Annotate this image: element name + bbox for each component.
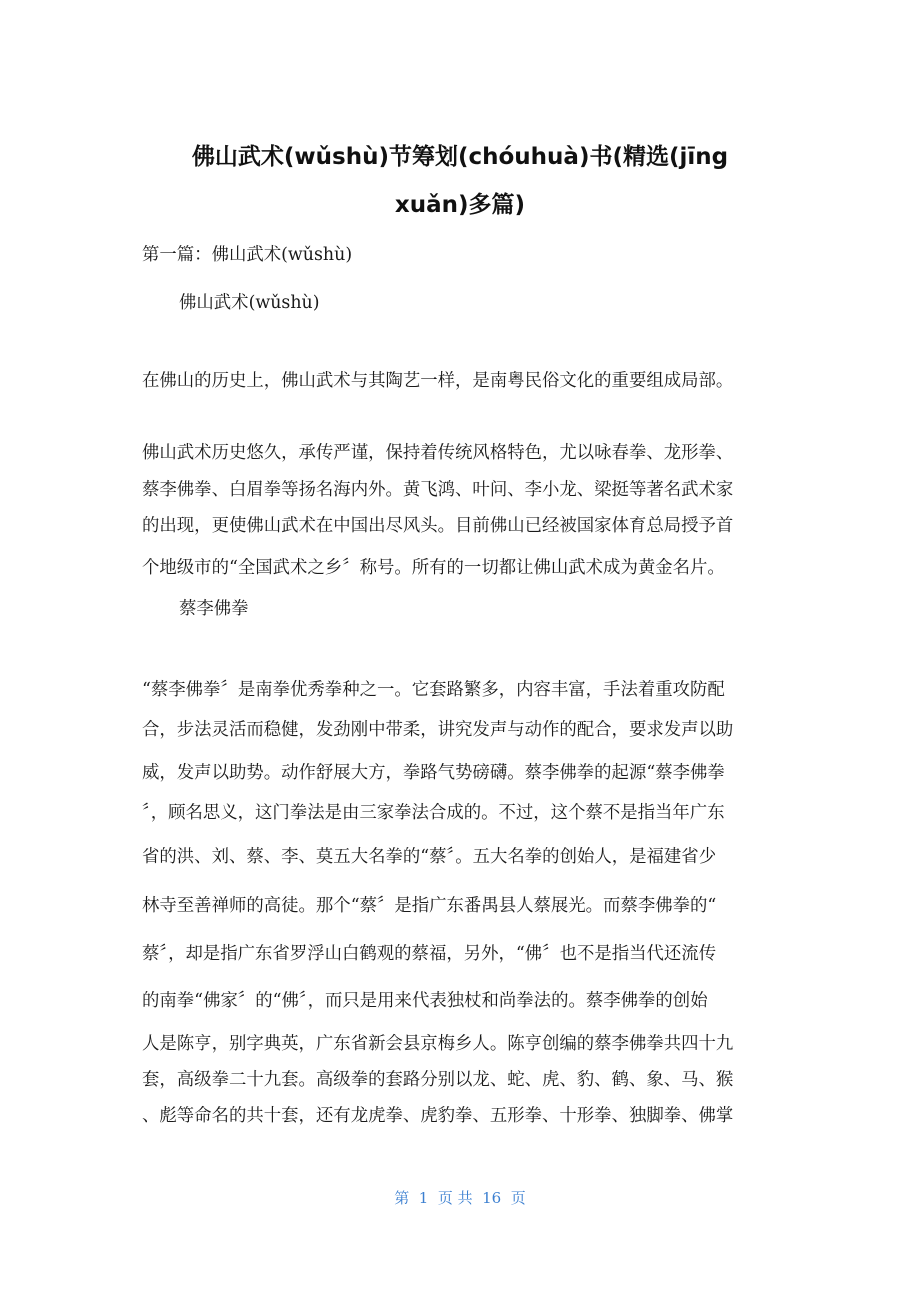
section-heading: 第一篇：佛山武术(wǔshù) xyxy=(142,245,353,265)
page-number-footer: 第 1 页 共 16 页 xyxy=(394,1189,526,1207)
paragraph-line: 、彪等命名的共十套，还有龙虎拳、虎豹拳、五形拳、十形拳、独脚拳、佛掌 xyxy=(142,1106,734,1126)
paragraph-line: 合，步法灵活而稳健，发劲刚中带柔，讲究发声与动作的配合，要求发声以助 xyxy=(142,720,734,740)
paragraph-line: 的出现，更使佛山武术在中国出尽风头。目前佛山已经被国家体育总局授予首 xyxy=(142,516,734,536)
paragraph-line: “蔡李佛拳〞是南拳优秀拳种之一。它套路繁多，内容丰富，手法着重攻防配 xyxy=(142,680,725,700)
paragraph-line: 威，发声以助势。动作舒展大方，拳路气势磅礴。蔡李佛拳的起源“蔡李佛拳 xyxy=(142,763,725,783)
paragraph-1: 在佛山的历史上，佛山武术与其陶艺一样，是南粤民俗文化的重要组成局部。 xyxy=(142,371,734,391)
paragraph-line: 蔡李佛拳、白眉拳等扬名海内外。黄飞鸿、叶问、李小龙、梁挺等著名武术家 xyxy=(142,480,734,500)
paragraph-line: 〞，顾名思义，这门拳法是由三家拳法合成的。不过，这个蔡不是指当年广东 xyxy=(142,803,725,823)
document-title-line-1: 佛山武术(wǔshù)节筹划(chóuhuà)书(精选(jīng xyxy=(191,144,729,170)
paragraph-line: 佛山武术历史悠久，承传严谨，保持着传统风格特色，尤以咏春拳、龙形拳、 xyxy=(142,443,734,463)
paragraph-line: 个地级市的“全国武术之乡〞称号。所有的一切都让佛山武术成为黄金名片。 xyxy=(142,558,725,578)
paragraph-line: 套，高级拳二十九套。高级拳的套路分别以龙、蛇、虎、豹、鹤、象、马、猴 xyxy=(142,1070,734,1090)
paragraph-line: 蔡〞，却是指广东省罗浮山白鹤观的蔡福，另外，“佛〞也不是指当代还流传 xyxy=(142,944,717,964)
subtitle: 佛山武术(wǔshù) xyxy=(179,293,320,313)
paragraph-line: 人是陈亨，别字典英，广东省新会县京梅乡人。陈亨创编的蔡李佛拳共四十九 xyxy=(142,1034,734,1054)
paragraph-line: 林寺至善禅师的高徒。那个“蔡〞是指广东番禺县人蔡展光。而蔡李佛拳的“ xyxy=(142,896,717,916)
paragraph-line: 的南拳“佛家〞的“佛〞，而只是用来代表独杖和尚拳法的。蔡李佛拳的创始 xyxy=(142,991,708,1011)
document-title-line-2: xuǎn)多篇) xyxy=(394,192,526,218)
paragraph-line: 省的洪、刘、蔡、李、莫五大名拳的“蔡〞。五大名拳的创始人，是福建省少 xyxy=(142,847,717,867)
subheading-cai-li-fo: 蔡李佛拳 xyxy=(179,599,249,619)
